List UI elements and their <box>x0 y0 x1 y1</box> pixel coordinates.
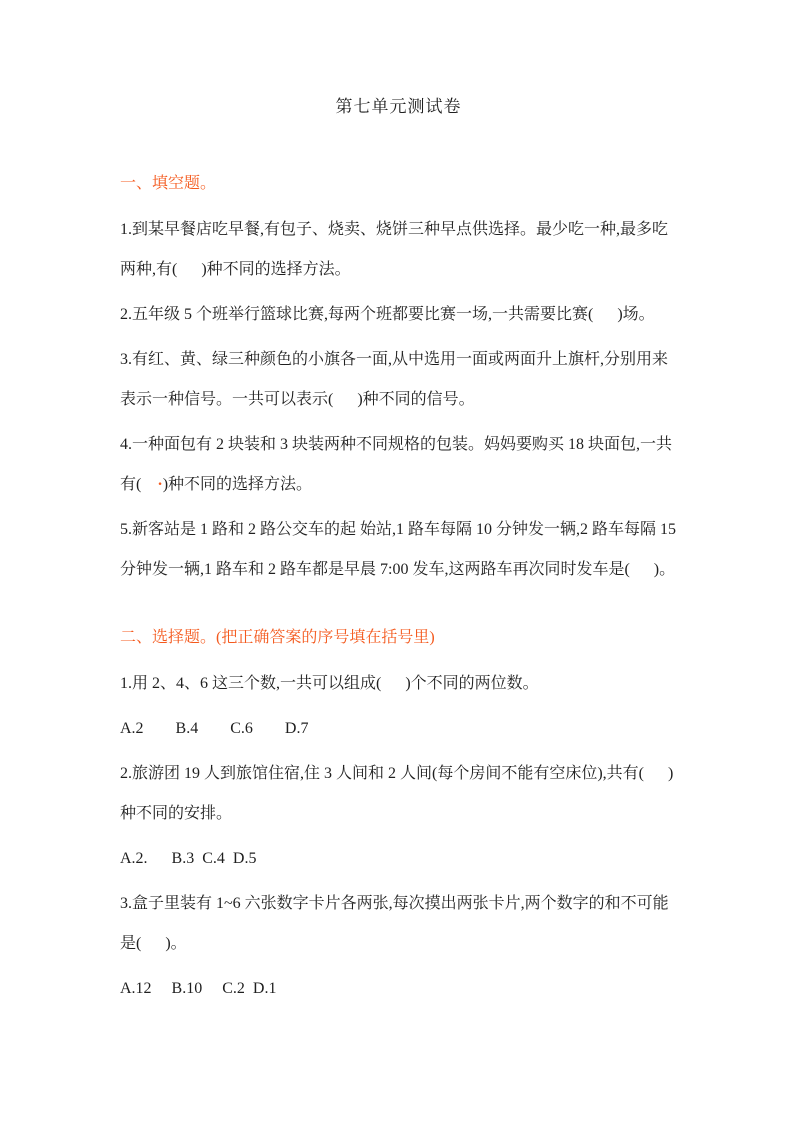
section-1-heading: 一、填空题。 <box>120 175 217 192</box>
answer-dot: · <box>157 476 163 493</box>
section-fill-in-blanks <box>120 164 681 590</box>
fill-blank-question-5: 5.新客站是 1 路和 2 路公交车的起 始站,1 路车每隔 10 分钟发一辆,2 路车每隔 15 分钟发一辆,1 路车和 2 路车都是早晨 7:00 发车,这两路车再次同时发车是( )。 <box>120 521 681 578</box>
choice-question-2: 2.旅游团 19 人到旅馆住宿,住 3 人间和 2 人间(每个房间不能有空床位),共有( )种不同的安排。 <box>120 765 674 822</box>
fill-blank-question-1: 1.到某早餐店吃早餐,有包子、烧卖、烧饼三种早点供选择。最少吃一种,最多吃两种,有( )种不同的选择方法。 <box>120 221 669 278</box>
choice-question-2-options: A.2. B.3 C.4 D.5 <box>120 850 257 867</box>
fill-blank-question-3: 3.有红、黄、绿三种颜色的小旗各一面,从中选用一面或两面升上旗杆,分别用来表示一种信号。一共可以表示( )种不同的信号。 <box>120 351 669 408</box>
question-4-text-before: 4.一种面包有 2 块装和 3 块装两种不同规格的包装。妈妈要购买 18 块面包,一共有( <box>120 436 673 493</box>
choice-question-1-options: A.2 B.4 C.6 D.7 <box>120 720 309 737</box>
section-2-heading: 二、选择题。(把正确答案的序号填在括号里) <box>120 629 435 646</box>
choice-question-3: 3.盒子里装有 1~6 六张数字卡片各两张,每次摸出两张卡片,两个数字的和不可能是( )。 <box>120 895 669 952</box>
fill-blank-question-4 <box>120 425 677 505</box>
section-multiple-choice <box>120 618 677 1009</box>
fill-blank-question-2: 2.五年级 5 个班举行篮球比赛,每两个班都要比赛一场,一共需要比赛( )场。 <box>120 306 655 323</box>
document-title: 第七单元测试卷 <box>335 97 462 116</box>
choice-question-3-options: A.12 B.10 C.2 D.1 <box>120 980 277 997</box>
choice-question-1: 1.用 2、4、6 这三个数,一共可以组成( )个不同的两位数。 <box>120 675 539 692</box>
question-4-text-after: )种不同的选择方法。 <box>162 476 313 493</box>
